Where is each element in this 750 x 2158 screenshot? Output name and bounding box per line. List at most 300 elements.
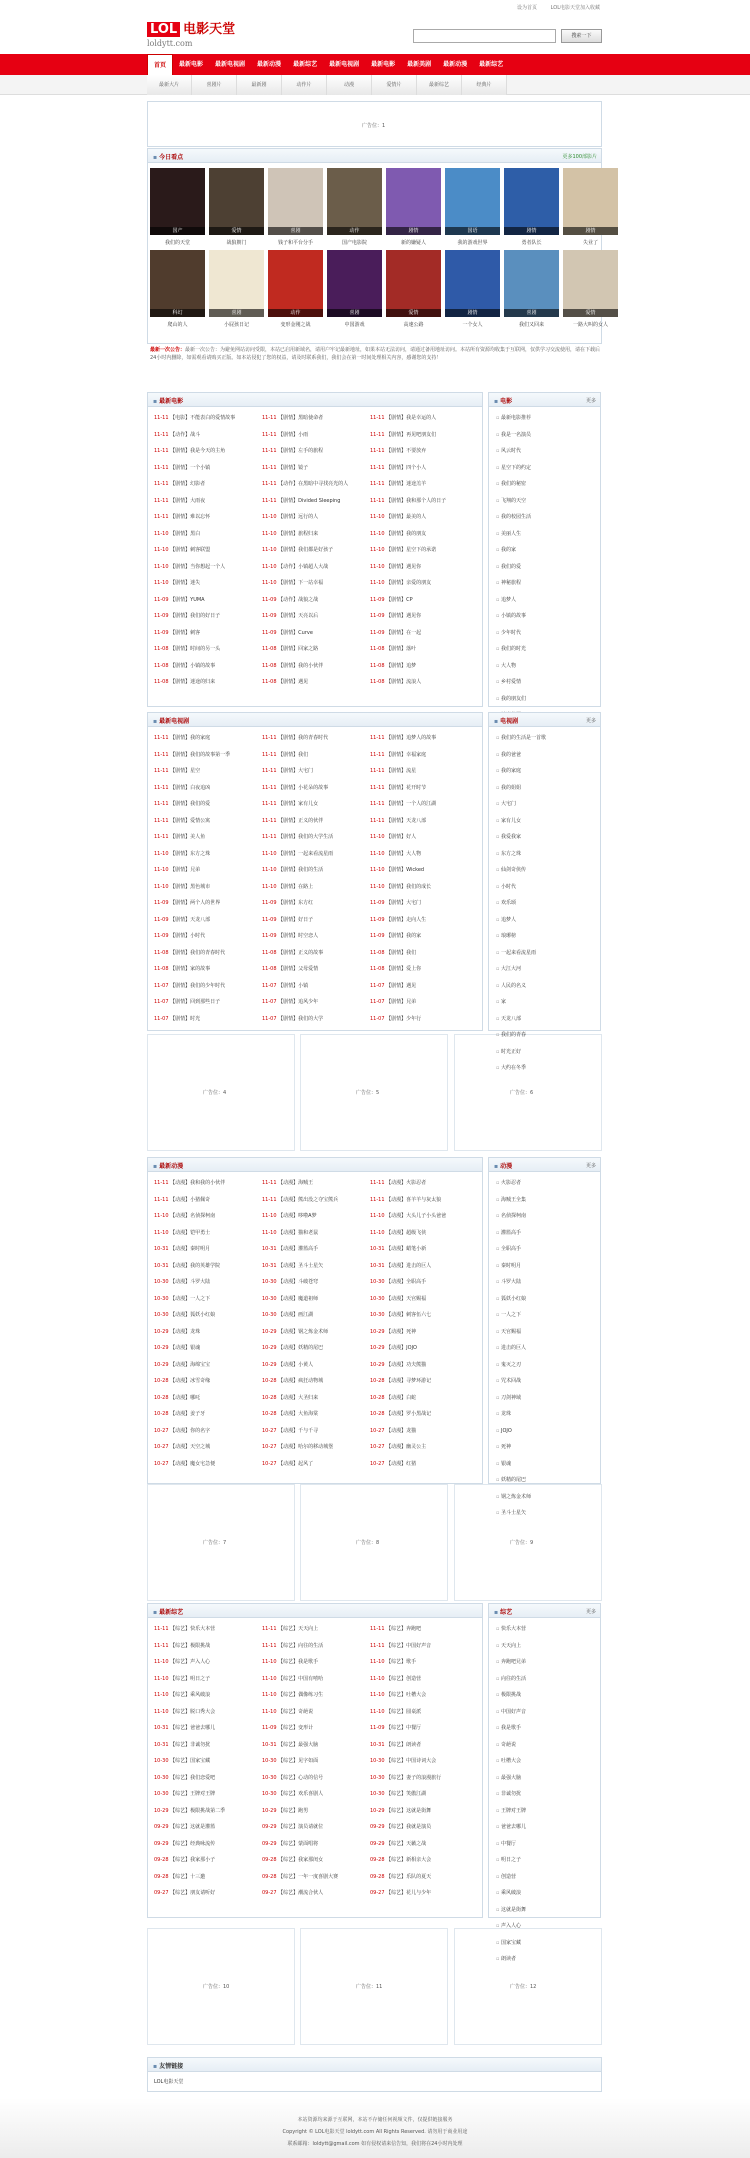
item-title[interactable]: 刺客 [190, 629, 201, 636]
side-list-item[interactable]: ▫ 小时代 [491, 879, 599, 896]
item-title[interactable]: 左手的旅程 [298, 448, 324, 454]
item-title[interactable]: 旅程归来 [298, 530, 319, 537]
item-title[interactable]: 你的名字 [190, 1427, 211, 1434]
item-category[interactable]: 剧情 [391, 646, 402, 652]
item-category[interactable]: 动漫 [175, 1394, 186, 1401]
item-category[interactable]: 剧情 [283, 448, 294, 454]
list-item[interactable] [370, 796, 476, 813]
item-title[interactable]: 罗小黑战记 [406, 1411, 432, 1417]
item-title[interactable]: 吐槽大会 [406, 1692, 427, 1698]
side-list-item[interactable]: ▫ 朗读者 [491, 1951, 599, 1968]
list-item[interactable] [262, 1340, 368, 1357]
item-category[interactable]: 剧情 [391, 768, 402, 774]
item-title[interactable]: 明日之子 [190, 1675, 211, 1682]
item-category[interactable]: 动漫 [283, 1196, 294, 1203]
nav-item[interactable]: 最新动漫 [443, 61, 468, 68]
list-item[interactable] [370, 1654, 476, 1671]
list-item[interactable] [262, 928, 368, 945]
list-item[interactable] [370, 1192, 476, 1209]
poster-title[interactable]: 失业了 [582, 240, 598, 246]
item-title[interactable]: 一个人的江湖 [406, 801, 437, 807]
list-item[interactable] [262, 1456, 368, 1473]
list-item[interactable] [262, 1439, 368, 1456]
item-category[interactable]: 剧情 [175, 679, 186, 685]
list-item[interactable] [154, 1753, 260, 1770]
list-item[interactable] [154, 1357, 260, 1374]
side-list-item[interactable]: ▫ 少年时代 [491, 625, 599, 642]
side-list-item[interactable]: ▫ 我的朋友们 [491, 691, 599, 708]
item-title[interactable]: 海贼王 [298, 1180, 314, 1186]
list-item[interactable] [370, 1406, 476, 1423]
list-item[interactable] [370, 1241, 476, 1258]
list-item[interactable] [262, 862, 368, 879]
item-title[interactable]: 黑暗使命者 [298, 415, 324, 421]
nav-item[interactable]: 最新电影 [371, 61, 396, 68]
side-list-item[interactable]: ▫ 鬼灭之刃 [491, 1357, 599, 1374]
list-item[interactable] [262, 1225, 368, 1242]
list-item[interactable] [154, 1192, 260, 1209]
list-item[interactable] [262, 1819, 368, 1836]
item-title[interactable]: 不能表白的爱情故事 [190, 415, 236, 421]
item-category[interactable]: 剧情 [283, 982, 294, 989]
side-list-item[interactable]: ▫ 向往的生活 [491, 1671, 599, 1688]
item-category[interactable]: 综艺 [391, 1741, 402, 1748]
poster-image[interactable] [268, 250, 323, 317]
item-category[interactable]: 剧情 [391, 784, 402, 791]
item-title[interactable]: 快乐大本营 [190, 1626, 216, 1632]
item-category[interactable]: 综艺 [283, 1840, 294, 1847]
item-category[interactable]: 综艺 [175, 1692, 186, 1698]
list-item[interactable] [370, 1803, 476, 1820]
list-item[interactable] [262, 1307, 368, 1324]
item-category[interactable]: 动漫 [283, 1295, 294, 1302]
list-item[interactable] [262, 674, 368, 691]
list-item[interactable] [370, 994, 476, 1011]
item-category[interactable]: 动漫 [175, 1229, 186, 1236]
add-favorite-link[interactable]: LOL电影天堂加入收藏 [550, 5, 600, 11]
item-title[interactable]: 追梦 [406, 662, 417, 669]
list-item[interactable] [370, 608, 476, 625]
item-title[interactable]: 我的小伙伴 [298, 662, 324, 669]
item-category[interactable]: 动漫 [391, 1213, 402, 1219]
poster-title[interactable]: 高速公路 [403, 322, 424, 328]
item-category[interactable]: 动漫 [283, 1246, 294, 1252]
item-category[interactable]: 动漫 [175, 1279, 186, 1285]
list-item[interactable] [370, 1869, 476, 1886]
list-item[interactable] [154, 674, 260, 691]
item-category[interactable]: 剧情 [175, 629, 186, 636]
list-item[interactable] [370, 427, 476, 444]
item-category[interactable]: 动漫 [175, 1213, 186, 1219]
item-category[interactable]: 剧情 [283, 916, 294, 923]
side-more-link[interactable]: 更多 [585, 718, 596, 724]
item-title[interactable]: 猫和老鼠 [298, 1229, 319, 1236]
list-item[interactable] [154, 1307, 260, 1324]
item-category[interactable]: 综艺 [175, 1659, 186, 1665]
item-category[interactable]: 动漫 [391, 1262, 402, 1269]
poster-card[interactable] [563, 250, 618, 328]
side-list-item[interactable]: ▫ JOJO [491, 1423, 599, 1440]
list-item[interactable] [262, 658, 368, 675]
subnav-item[interactable]: 动作片 [282, 75, 327, 95]
poster-image[interactable] [327, 250, 382, 317]
item-category[interactable]: 剧情 [283, 850, 294, 857]
list-item[interactable] [262, 1671, 368, 1688]
item-category[interactable]: 综艺 [283, 1675, 294, 1682]
item-title[interactable]: 最美的人 [406, 514, 427, 520]
list-item[interactable] [370, 1274, 476, 1291]
side-list-item[interactable]: ▫ 中餐厅 [491, 1836, 599, 1853]
list-item[interactable] [154, 641, 260, 658]
list-item[interactable] [262, 747, 368, 764]
poster-image[interactable] [504, 168, 559, 235]
side-more-link[interactable]: 更多 [585, 1609, 596, 1615]
list-item[interactable] [154, 961, 260, 978]
item-category[interactable]: 剧情 [283, 768, 294, 774]
item-title[interactable]: 我们的大学生活 [298, 834, 334, 840]
item-title[interactable]: 狐妖小红娘 [190, 1312, 216, 1318]
list-item[interactable] [262, 476, 368, 493]
list-item[interactable] [154, 592, 260, 609]
list-item[interactable] [154, 1819, 260, 1836]
item-category[interactable]: 综艺 [283, 1774, 294, 1781]
list-item[interactable] [370, 443, 476, 460]
side-more-link[interactable]: 更多 [585, 398, 596, 404]
item-category[interactable]: 动漫 [175, 1262, 186, 1269]
list-item[interactable] [262, 1687, 368, 1704]
item-title[interactable]: 大头儿子小头爸爸 [406, 1213, 447, 1219]
item-title[interactable]: 星空 [190, 768, 201, 774]
item-title[interactable]: 脱口秀大会 [190, 1708, 216, 1715]
list-item[interactable] [370, 813, 476, 830]
item-category[interactable]: 剧情 [391, 431, 402, 438]
item-title[interactable]: 中国有嘻哈 [298, 1675, 324, 1682]
list-item[interactable] [262, 1011, 368, 1028]
item-title[interactable]: 我家那闺女 [298, 1857, 324, 1863]
side-list-item[interactable]: ▫ 妖精的尾巴 [491, 1472, 599, 1489]
item-category[interactable]: 综艺 [283, 1741, 294, 1748]
list-item[interactable] [370, 1819, 476, 1836]
item-category[interactable]: 剧情 [175, 530, 186, 537]
item-title[interactable]: 刺客伍六七 [406, 1312, 432, 1318]
item-title[interactable]: 东方红 [298, 900, 314, 906]
item-title[interactable]: 追梦人的故事 [406, 735, 437, 741]
item-category[interactable]: 动漫 [283, 1444, 294, 1450]
list-item[interactable] [154, 1423, 260, 1440]
item-title[interactable]: 下一站幸福 [298, 580, 324, 586]
list-item[interactable] [154, 1737, 260, 1754]
item-title[interactable]: 熊出没之夺宝熊兵 [298, 1196, 339, 1203]
subnav-item[interactable]: 喜剧片 [192, 75, 237, 95]
list-item[interactable] [154, 509, 260, 526]
item-title[interactable]: 海绵宝宝 [190, 1361, 211, 1368]
poster-card[interactable] [150, 168, 205, 246]
list-item[interactable] [262, 443, 368, 460]
item-title[interactable]: 中国好声音 [406, 1642, 432, 1649]
item-title[interactable]: 好人 [406, 834, 417, 840]
item-category[interactable]: 动漫 [283, 1378, 294, 1384]
item-title[interactable]: 哪吒 [190, 1394, 201, 1401]
list-item[interactable] [262, 1208, 368, 1225]
item-title[interactable]: 天亮以后 [298, 613, 319, 619]
side-list-item[interactable]: ▫ 琅琊榜 [491, 928, 599, 945]
list-item[interactable] [154, 928, 260, 945]
list-item[interactable] [154, 410, 260, 427]
item-category[interactable]: 综艺 [391, 1725, 402, 1731]
list-item[interactable] [154, 1439, 260, 1456]
item-title[interactable]: 我们 [406, 949, 417, 956]
item-category[interactable]: 动漫 [175, 1196, 186, 1203]
side-list-item[interactable]: ▫ 奔跑吧兄弟 [491, 1654, 599, 1671]
list-item[interactable] [262, 813, 368, 830]
item-category[interactable]: 综艺 [391, 1824, 402, 1830]
item-category[interactable]: 剧情 [175, 563, 186, 570]
side-list-item[interactable]: ▫ 快乐大本营 [491, 1621, 599, 1638]
item-category[interactable]: 综艺 [391, 1626, 402, 1632]
list-item[interactable] [154, 829, 260, 846]
list-item[interactable] [154, 476, 260, 493]
item-title[interactable]: 花儿与少年 [406, 1890, 432, 1896]
item-title[interactable]: 魔女宅急便 [190, 1460, 216, 1467]
list-item[interactable] [370, 1737, 476, 1754]
item-title[interactable]: 远行的人 [298, 514, 319, 520]
side-list-item[interactable]: ▫ 斗罗大陆 [491, 1274, 599, 1291]
list-item[interactable] [154, 945, 260, 962]
item-title[interactable]: 功夫熊猫 [406, 1361, 427, 1368]
item-title[interactable]: 进击的巨人 [406, 1262, 432, 1269]
item-category[interactable]: 剧情 [391, 514, 402, 520]
item-category[interactable]: 动漫 [391, 1378, 402, 1384]
side-list-item[interactable]: ▫ 我是一名演员 [491, 427, 599, 444]
item-category[interactable]: 剧情 [283, 883, 294, 890]
item-category[interactable]: 剧情 [175, 982, 186, 989]
poster-title[interactable]: 变形金刚之战 [280, 322, 311, 328]
item-category[interactable]: 剧情 [175, 916, 186, 923]
item-title[interactable]: 声入人心 [190, 1659, 211, 1665]
item-category[interactable]: 动作 [175, 431, 186, 438]
item-category[interactable]: 剧情 [175, 999, 186, 1005]
item-title[interactable]: 镜子 [298, 464, 309, 471]
side-list-item[interactable]: ▫ 狐妖小红娘 [491, 1291, 599, 1308]
list-item[interactable] [154, 493, 260, 510]
search-input[interactable] [413, 29, 556, 43]
side-list-item[interactable]: ▫ 我们的爱 [491, 559, 599, 576]
item-category[interactable]: 综艺 [283, 1758, 294, 1764]
list-item[interactable] [262, 1621, 368, 1638]
side-list-item[interactable]: ▫ 一人之下 [491, 1307, 599, 1324]
poster-card[interactable] [504, 168, 559, 246]
item-title[interactable]: 全职高手 [406, 1279, 427, 1285]
side-list-item[interactable]: ▫ 天官赐福 [491, 1324, 599, 1341]
list-item[interactable] [370, 978, 476, 995]
item-category[interactable]: 动漫 [175, 1361, 186, 1368]
item-category[interactable]: 剧情 [391, 1015, 402, 1022]
list-item[interactable] [154, 1704, 260, 1721]
item-category[interactable]: 剧情 [391, 801, 402, 807]
side-list-item[interactable]: ▫ 我是歌手 [491, 1720, 599, 1737]
poster-image[interactable] [563, 250, 618, 317]
list-item[interactable] [262, 559, 368, 576]
list-item[interactable] [154, 1241, 260, 1258]
item-title[interactable]: 在路上 [298, 883, 314, 890]
list-item[interactable] [154, 895, 260, 912]
list-item[interactable] [370, 879, 476, 896]
item-title[interactable]: 乐队的夏天 [406, 1873, 432, 1880]
item-title[interactable]: 朋友请听好 [190, 1890, 216, 1896]
side-list-item[interactable]: ▫ 我们的秘密 [491, 476, 599, 493]
item-category[interactable]: 动漫 [391, 1345, 402, 1351]
poster-title[interactable]: 勇者队长 [521, 240, 542, 246]
list-item[interactable] [262, 427, 368, 444]
item-title[interactable]: 潮流合伙人 [298, 1890, 324, 1896]
poster-image[interactable] [445, 250, 500, 317]
item-category[interactable]: 综艺 [391, 1659, 402, 1665]
side-list-item[interactable]: ▫ 我的爸爸 [491, 747, 599, 764]
item-title[interactable]: 我们的成长 [406, 883, 432, 890]
list-item[interactable] [154, 542, 260, 559]
item-category[interactable]: 动漫 [283, 1411, 294, 1417]
item-category[interactable]: 动作 [283, 596, 294, 603]
item-title[interactable]: 奇葩说 [298, 1708, 314, 1715]
item-title[interactable]: 小镇 [298, 982, 309, 989]
item-title[interactable]: 小时代 [190, 933, 206, 939]
list-item[interactable] [262, 1390, 368, 1407]
list-item[interactable] [262, 1786, 368, 1803]
side-list-item[interactable]: ▫ 中国好声音 [491, 1704, 599, 1721]
list-item[interactable] [262, 1357, 368, 1374]
list-item[interactable] [262, 1720, 368, 1737]
list-item[interactable] [370, 575, 476, 592]
list-item[interactable] [370, 1175, 476, 1192]
poster-image[interactable] [268, 168, 323, 235]
list-item[interactable] [154, 608, 260, 625]
list-item[interactable] [154, 1175, 260, 1192]
side-list-item[interactable]: ▫ 这就是街舞 [491, 1902, 599, 1919]
item-title[interactable]: 白蛇 [406, 1394, 417, 1401]
item-category[interactable]: 综艺 [175, 1840, 186, 1847]
item-title[interactable]: 我和那个人的日子 [406, 497, 447, 504]
list-item[interactable] [262, 994, 368, 1011]
subnav-item[interactable]: 动漫 [327, 75, 372, 95]
list-item[interactable] [154, 1258, 260, 1275]
item-category[interactable]: 剧情 [283, 646, 294, 652]
item-category[interactable]: 剧情 [283, 900, 294, 906]
side-list-item[interactable]: ▫ 小镇的故事 [491, 608, 599, 625]
list-item[interactable] [262, 978, 368, 995]
item-category[interactable]: 剧情 [391, 999, 402, 1005]
item-category[interactable]: 剧情 [391, 900, 402, 906]
list-item[interactable] [154, 1770, 260, 1787]
item-title[interactable]: 铠甲勇士 [190, 1229, 211, 1236]
item-category[interactable]: 剧情 [283, 431, 294, 438]
item-category[interactable]: 剧情 [175, 834, 186, 840]
list-item[interactable] [370, 410, 476, 427]
list-item[interactable] [154, 1390, 260, 1407]
item-category[interactable]: 综艺 [283, 1824, 294, 1830]
subnav-item[interactable]: 经典片 [462, 75, 507, 95]
item-title[interactable]: 家有儿女 [298, 801, 319, 807]
list-item[interactable] [154, 1274, 260, 1291]
list-item[interactable] [370, 1753, 476, 1770]
list-item[interactable] [262, 460, 368, 477]
poster-card[interactable] [150, 250, 205, 328]
list-item[interactable] [154, 912, 260, 929]
item-title[interactable]: 天天向上 [298, 1626, 319, 1632]
item-title[interactable]: 大人物 [406, 850, 422, 857]
list-item[interactable] [154, 1687, 260, 1704]
item-category[interactable]: 动漫 [283, 1460, 294, 1467]
list-item[interactable] [262, 1638, 368, 1655]
item-title[interactable]: 战狼之战 [298, 596, 319, 603]
item-title[interactable]: 当你想起一个人 [190, 563, 226, 570]
side-list-item[interactable]: ▫ 咒术回战 [491, 1373, 599, 1390]
item-title[interactable]: 我是幸运的人 [406, 415, 437, 421]
item-category[interactable]: 动漫 [283, 1312, 294, 1318]
item-title[interactable]: 迷途羔羊 [406, 481, 427, 487]
item-category[interactable]: 综艺 [283, 1626, 294, 1632]
item-title[interactable]: 我们的青春时代 [190, 949, 226, 956]
poster-title[interactable]: 我们的天堂 [164, 240, 190, 246]
item-title[interactable]: 笑傲江湖 [406, 1791, 427, 1797]
item-title[interactable]: 我们恋爱吧 [190, 1774, 216, 1781]
list-item[interactable] [262, 410, 368, 427]
side-list-item[interactable]: ▫ 天龙八部 [491, 1011, 599, 1028]
item-title[interactable]: 这就是灌篮 [190, 1824, 216, 1830]
item-title[interactable]: 在黑暗中寻找亮光的人 [298, 481, 349, 487]
item-title[interactable]: 大鱼海棠 [298, 1411, 319, 1417]
list-item[interactable] [154, 978, 260, 995]
item-title[interactable]: 疯狂动物城 [298, 1378, 324, 1384]
list-item[interactable] [370, 1621, 476, 1638]
item-category[interactable]: 剧情 [283, 497, 294, 504]
item-category[interactable]: 动漫 [175, 1427, 186, 1434]
item-category[interactable]: 综艺 [175, 1873, 186, 1880]
item-title[interactable]: 爱上你 [406, 966, 422, 972]
poster-image[interactable] [150, 168, 205, 235]
list-item[interactable] [370, 961, 476, 978]
list-item[interactable] [154, 813, 260, 830]
list-item[interactable] [262, 1852, 368, 1869]
poster-card[interactable] [209, 250, 264, 328]
list-item[interactable] [262, 780, 368, 797]
list-item[interactable] [370, 1357, 476, 1374]
list-item[interactable] [262, 1241, 368, 1258]
side-list-item[interactable]: ▫ 大宅门 [491, 796, 599, 813]
list-item[interactable] [262, 1258, 368, 1275]
list-item[interactable] [154, 780, 260, 797]
item-title[interactable]: YUMA [190, 596, 205, 603]
list-item[interactable] [262, 945, 368, 962]
side-list-item[interactable]: ▫ 时光正好 [491, 1044, 599, 1061]
item-category[interactable]: 综艺 [391, 1642, 402, 1649]
poster-title[interactable]: 我的游戏世界 [457, 240, 488, 246]
list-item[interactable] [154, 879, 260, 896]
subnav-item[interactable]: 最新剧 [237, 75, 282, 95]
item-category[interactable]: 剧情 [391, 563, 402, 570]
item-title[interactable]: 白夜追凶 [190, 784, 211, 791]
item-title[interactable]: 我们的大学 [298, 1015, 324, 1022]
list-item[interactable] [154, 1803, 260, 1820]
item-category[interactable]: 剧情 [283, 629, 294, 636]
list-item[interactable] [370, 542, 476, 559]
set-homepage-link[interactable]: 设为首页 [517, 5, 538, 11]
nav-item[interactable]: 首页 [147, 54, 173, 75]
poster-title[interactable]: 我们又回来 [518, 322, 544, 328]
list-item[interactable] [262, 912, 368, 929]
item-category[interactable]: 剧情 [175, 933, 186, 939]
list-item[interactable] [370, 1720, 476, 1737]
item-title[interactable]: 见字如面 [298, 1758, 319, 1764]
